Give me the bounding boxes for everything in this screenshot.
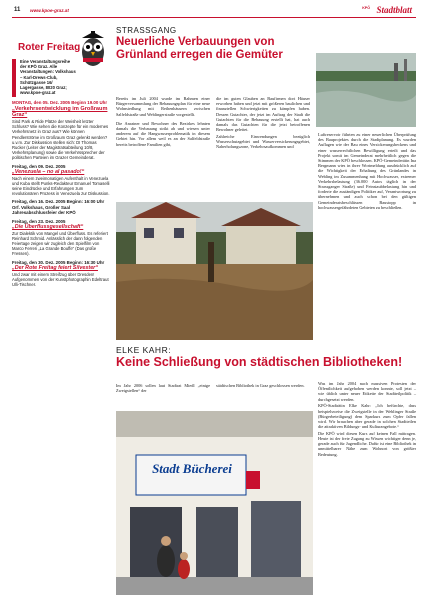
event-description: Nach einem zweimonatigen Aufenthalt in Venezuela und Kuba stellt Punks-Redakteur Emanuel Tomaselli seine Eindrücke und Erfahrungen zum revolutionären Prozess in Venezuela zur Diskussion. [12,175,110,197]
event-date: MONTAG, den 05. Dez. 2005 Beginn 19.00 Uhr [12,100,108,106]
event-title: „Verkehrsentwicklung im Großraum Graz“ [12,105,108,119]
article-text: Die Anrainer und Bewohner des Bezirkes lehnten damals die Verbauung strikt ab und wiesen unter anderem auf die Hangwasserproblematik in diesem Gebiet hin. Vor allem weil es an der Salfeldstraße bereits betroffene Familien gibt, [116,120,210,147]
article-bibliotheken [116,345,416,595]
event-date: Freitag, den 09. Dez. 2005 [12,163,66,169]
header-rule [12,17,416,18]
event-item [12,199,110,215]
article-strassgang [116,20,416,380]
event-title: „Der Rote Freitag feiert Silvester“ [12,265,98,272]
event-description: Und zwar mit einem Streifzug über Dresden! Aufgenommen von der Kunstphotographin Edeltraut Ulli-Tischner. [12,271,109,288]
event-description: Sind Park & Ride Plätze der Weisheit letzter Schluss? Wie sehen die Konzepte für ein modernes Verkehrsnetz in Graz aus? Wie können Pendlerströme im Großraum Graz gelenkt werden? u.v.m. Zur Diskussion stellen sich: DI Thomas Rucker (Leiter der Magistratsabteilung 10/8, Verkehrsplanung) sowie die Verkehrssprecher der politischen Parteien im Grazer Gemeinderat. [12,119,109,161]
event-description: Zur Dialektik von Mangel und Überfluss. Es referiert Reinhard Schmid. Anlässlich der dann folgenden Feiertage zeigen wir zugleich den Spielfilm von Marco Ferreri „La Grande Bouffe“ (Das große Fressen). [12,230,108,257]
library-sign: Stadt Bücherei [152,461,232,476]
article-text: Was im Jahr 2004 nach massiven Protesten der Öffentlichkeit aufgehoben werden konnte, soll jetzt – wie üblich unter neuer Etikette der Stadtteilpolitik – durchgesetzt werden. [318,381,416,402]
article-text: städtischen Bibliothek in Graz geschlossen werden. [216,383,305,388]
brand-logo: Stadtblatt [376,5,412,15]
article-headline: Neuerliche Verbauungen von Grünland erregen die Gemüter [116,36,283,61]
article-col-2 [216,383,310,390]
flood-photo-houses [116,202,313,340]
event-title: „Venezuela – no al pasado!“ [12,169,85,176]
article-col-1 [116,96,210,148]
article-text: Bereits im Juli 2004 wurde im Rahmen einer Bürgerversammlung der Bebauungsplan für eine neue Wohnsiedlung mit Reihenhäusern zwischen Salfeldstraße und Weblingerstraße vorgestellt. [116,96,210,117]
sidebar-roter-freitag [12,20,110,595]
article-headline: Keine Schließung von städtischen Bibliotheken! [116,355,403,369]
event-title: „Die Überflussgesellschaft“ [12,224,84,231]
event-date: Freitag, den 16. Dez. 2005 Beginn: 16:00 Uhr [12,199,105,205]
article-col-3 [318,381,416,458]
article-text: Im Jahr 2006 sollen laut Stadtrat Miedl „einige Zweigstellen“ der [116,383,210,394]
article-kicker: ELKE KAHR: [116,345,172,355]
sidebar-intro: Eine Veranstaltungsreihe der KPÖ Graz. Alle Veranstaltungen: Volkshaus – Karl-Drews-Club, Schützgasse 16/ Lagergasse, 8020 Graz; www.kpoe-graz.at [20,59,76,96]
event-item [12,164,110,197]
owl-mascot-icon [78,28,108,68]
event-list [12,100,110,287]
article-text: Die KPÖ wird diesen Kurs auf keinen Fall mittragen. Heute ist der freie Zugang zu Wissen wichtiger denn je, gerade auch für Jugendliche. Dafür ist eine Bibliothek in unmittelbarer Nähe zum Wohnort von größter Bedeutung. [318,430,416,457]
website-link[interactable]: www.kpoe-graz.at [30,8,69,13]
article-text: KPÖ-Stadträtin Elke Kahr: „Ich befürchte, dass beispielsweise die Zweigstelle in der Weblinger Straße (Bürgerbeteiligung) dem Sparkurs zum Opfer fallen wird. Wir brauchen aber gerade in solchen Stadtteilen die attraktiven Bildungs- und Kulturangebote.“ [318,403,416,430]
brand-prefix: KPÖ [362,6,370,10]
event-item [12,260,110,288]
event-date: Freitag, den 30. Dez. 2005 Beginn: 16:30 Uhr [12,259,105,265]
event-title: Orf. Volkshaus, Großer Saal Jahresabschlussfeier der KPÖ [12,204,76,216]
article-text: Luftreservoir führten zu einer neuerlichen Überprüfung des Bauprojektes durch die Stadtplanung. Es wurden Auflagen wie der Bau eines Versickerungsbeckens und einer wasserrechtlichen Bewilligung erteilt und das Projekt somit im Gemeinderat mehrheitlich gegen die Stimmen der KPÖ beschlossen. KPÖ-Gemeinderätin Ina Bergmann wies in ihrer Wortmeldung ausdrücklich auf die Wichtigkeit der Erhaltung des Grünlandes in Webling im Zusammenhang mit Hochwasser, extremer Verkehrsbelastung (36.000 Autos täglich in der Strassganger Straße) und Feinstaubbelastung hin und forderte die zuständigen Politiker auf, Verantwortung zu übernehmen und auch schon bei den gültigen Gemeinderatsbeschlüssen Baustopp in hochwassergefährdeten Gebieten zu beschließen. [318,132,416,210]
article-col-2 [216,96,310,151]
event-item [12,100,110,160]
event-item [12,219,110,257]
library-photo [116,411,313,595]
article-text: Zahlreiche Einwendungen bezüglich Wasserschutzgebiet und Wasserversickerungsgebiet, Naherholungszone, Verkehrsaufkommen und [216,133,310,150]
article-text: die im guten Glauben an Baufirmen dort Häuser erworben haben und jetzt mit größeren baulichen und finanziellen Schwierigkeiten zu kämpfen haben. Dessen Gutachter, der jetzt im Auftrag der Stadt die Gutachten für die Bebauung erstellt hat, hat auch damals das Gutachten für die jetzt betroffenen Bewohner geleitet. [216,96,310,133]
page-number: 11 [14,7,21,13]
flood-photo-field [316,53,416,127]
article-col-1 [116,383,210,395]
sidebar-title: Roter Freitag [18,42,81,53]
article-col-3 [318,132,416,212]
article-kicker: STRASSGANG [116,26,177,35]
event-date: Freitag, den 23. Dez. 2005 [12,218,66,224]
